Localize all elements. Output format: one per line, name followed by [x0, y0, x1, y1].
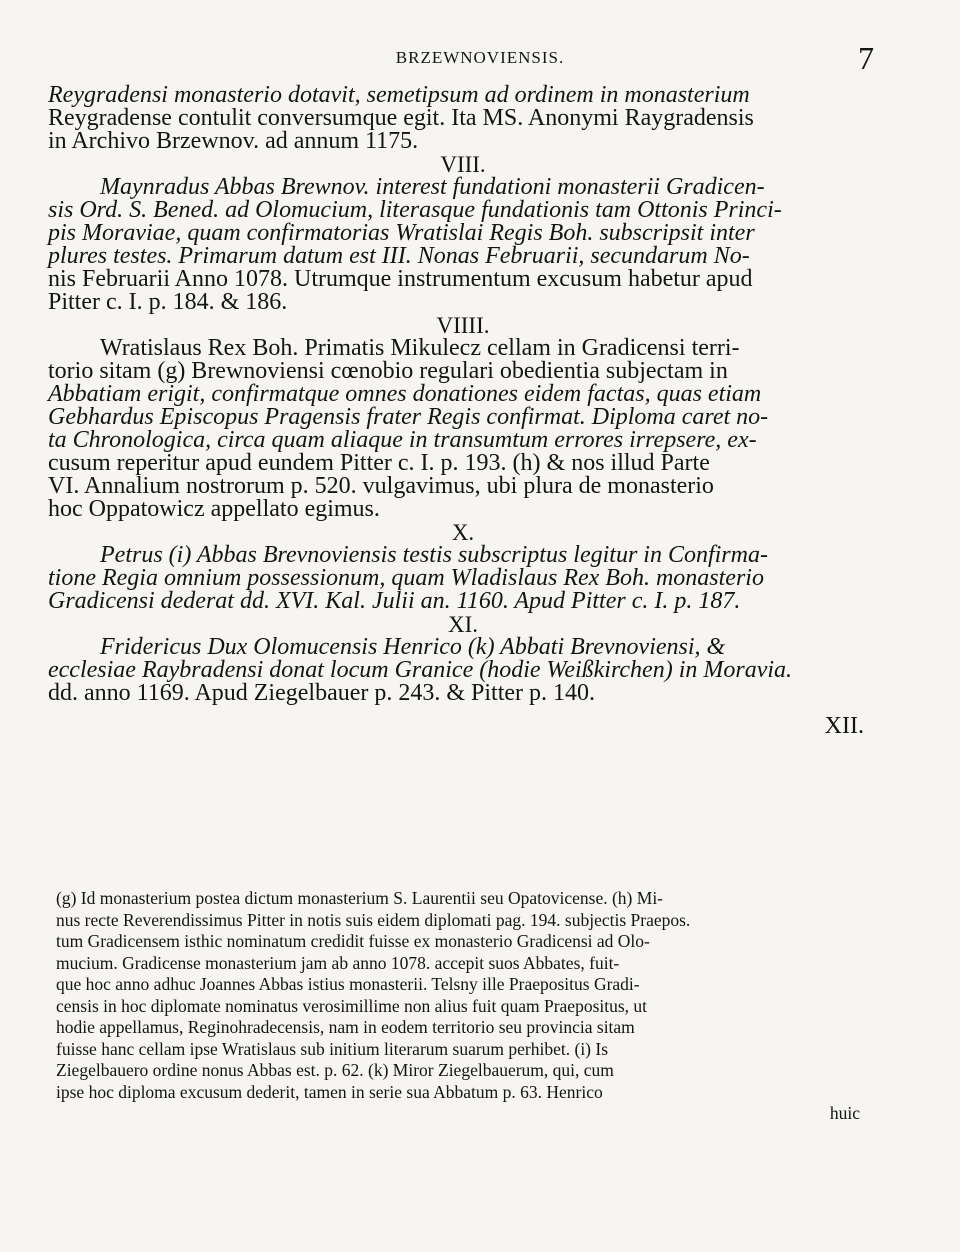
text-line: pis Moraviae, quam confirmatorias Wratislai Regis Boh. subscripsit inter — [48, 220, 755, 246]
footnote-line: censis in hoc diplomate nominatus verosimillime non alius fuit quam Praepositus, ut — [56, 995, 648, 1016]
text-line: Maynradus Abbas Brewnov. interest fundationi monasterii Gradicen- — [100, 174, 765, 200]
catchword: XII. — [824, 713, 864, 739]
text-line: tione Regia omnium possessionum, quam Wladislaus Rex Boh. monasterio — [48, 565, 764, 591]
text-line: Fridericus Dux Olomucensis Henrico (k) Abbati Brevnoviensi, & — [100, 634, 726, 660]
text-line: Reygradensi monasterio dotavit, semetipsum ad ordinem in monasterium — [48, 82, 750, 108]
footnote-line: Ziegelbauero ordine nonus Abbas est. p. 62. (k) Miror Ziegelbauerum, qui, cum — [56, 1060, 614, 1080]
page-number: 7 — [858, 40, 874, 76]
footnote-line: nus recte Reverendissimus Pitter in notis suis eidem diplomati pag. 194. subjectis Praepos. — [56, 909, 691, 930]
text-line: Petrus (i) Abbas Brevnoviensis testis subscriptus legitur in Confirma- — [100, 542, 768, 568]
section-number: XI. — [447, 612, 479, 637]
text-line: sis Ord. S. Bened. ad Olomucium, literasque fundationis tam Ottonis Princi- — [48, 197, 782, 223]
text-line: Gebhardus Episcopus Pragensis frater Regis confirmat. Diploma caret no- — [48, 404, 769, 430]
text-line: Abbatiam erigit, confirmatque omnes donationes eidem factas, quas etiam — [48, 381, 762, 407]
text-line: plures testes. Primarum datum est III. Nonas Februarii, secundarum No- — [48, 243, 750, 269]
footnote-line: hodie appellamus, Reginohradecensis, nam in eodem territorio seu provincia sitam — [56, 1017, 635, 1037]
section-number: VIII. — [440, 152, 486, 177]
text-line: cusum reperitur apud eundem Pitter c. I. p. 193. (h) & nos illud Parte — [48, 450, 710, 476]
footnote-line: ipse hoc diploma excusum dederit, tamen in serie sua Abbatum p. 63. Henrico — [56, 1081, 603, 1102]
page-header — [0, 40, 960, 80]
footnote-line: que hoc anno adhuc Joannes Abbas istius monasterii. Telsny ille Praepositus Gradi- — [56, 974, 640, 994]
text-line: hoc Oppatowicz appellato egimus. — [48, 496, 380, 522]
text-line: in Archivo Brzewnov. ad annum 1175. — [48, 128, 419, 154]
text-line: nis Februarii Anno 1078. Utrumque instrumentum excusum habetur apud — [48, 266, 753, 292]
footnotes — [56, 888, 874, 1125]
text-line: torio sitam (g) Brewnoviensi cœnobio regulari obedientia subjectam in — [48, 358, 728, 384]
footnote-line: fuisse hanc cellam ipse Wratislaus sub initium literarum suarum perhibet. (i) Is — [56, 1038, 609, 1059]
main-text — [48, 84, 878, 738]
text-line: VI. Annalium nostrorum p. 520. vulgavimus, ubi plura de monasterio — [48, 473, 714, 499]
section-number: VIIII. — [436, 313, 490, 338]
text-line: dd. anno 1169. Apud Ziegelbauer p. 243. & Pitter p. 140. — [48, 680, 596, 706]
running-head: BRZEWNOVIENSIS. — [395, 48, 565, 67]
footnote-line: mucium. Gradicense monasterium jam ab anno 1078. accepit suos Abbates, fuit- — [56, 952, 620, 973]
catchword: huic — [829, 1103, 860, 1123]
footnote-line: (g) Id monasterium postea dictum monasterium S. Laurentii seu Opatovicense. (h) Mi- — [56, 888, 664, 908]
section-number: X. — [451, 520, 475, 545]
spacer — [48, 705, 878, 715]
text-line: Pitter c. I. p. 184. & 186. — [48, 289, 288, 315]
footnote-line: tum Gradicensem isthic nominatum credidit fuisse ex monasterio Gradicensi ad Olo- — [56, 931, 650, 951]
text-line: ecclesiae Raybradensi donat locum Granice (hodie Weißkirchen) in Moravia. — [48, 657, 793, 683]
text-line: Wratislaus Rex Boh. Primatis Mikulecz cellam in Gradicensi terri- — [100, 335, 740, 361]
text-line: ta Chronologica, circa quam aliaque in transumtum errores irrepsere, ex- — [48, 427, 757, 453]
text-line: Gradicensi dederat dd. XVI. Kal. Julii an. 1160. Apud Pitter c. I. p. 187. — [48, 588, 741, 614]
text-line: Reygradense contulit conversumque egit. Ita MS. Anonymi Raygradensis — [48, 105, 754, 131]
